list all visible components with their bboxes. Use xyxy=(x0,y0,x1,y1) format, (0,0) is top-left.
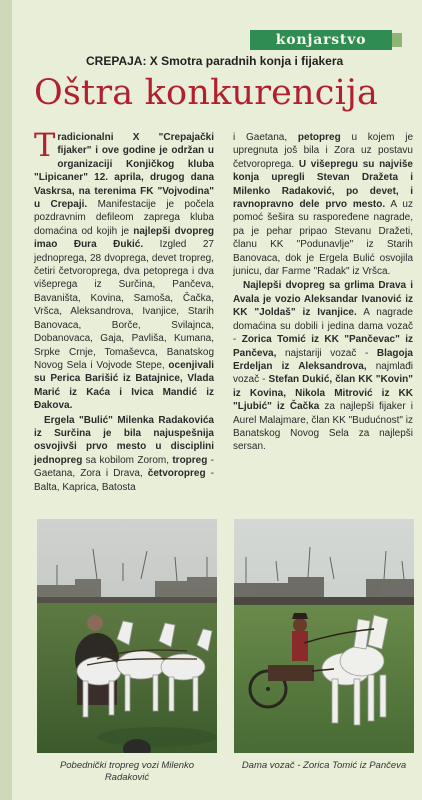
right-paragraph-2 xyxy=(233,279,413,453)
text-bold: i ove godine je održan u organizaciji Konjičkog kluba "Lipicaner" 12. aprila, drugog dana Vaskrsa, na terenima FK "Vojvodina" u Crepaji. xyxy=(34,145,214,211)
text-run: najmlađi vozač - xyxy=(233,360,413,386)
photo-lady-driver-image xyxy=(234,519,414,753)
text-run: i Gaetana, xyxy=(233,132,298,143)
text-run: A nagrade domaćina su dobili i jedina dama vozač - xyxy=(233,307,413,346)
article-kicker: CREPAJA: X Smotra paradnih konja i fijakera xyxy=(86,54,344,68)
left-paragraph-2 xyxy=(34,414,214,494)
text-run: - Balta, Kaprica, Batosta xyxy=(34,468,215,493)
left-paragraph-1 xyxy=(34,126,214,413)
text-run: Izgled 27 jednoprega, 28 dvoprega, devet tropreg, četiri četvoroprega, dva petoprega i dva višeprega iz Surčina, Pančeva, Bavaništa, Kovina, Samoša, Čačka, Vršca, Aleksandrova, Ivanjice, Starih Banovaca, Borče, Svilajnca, Dobanovaca, Gaja, Pavliša, Kumana, Srpke Crnje, Tomaševca, Banatskog Novog Sela i Vojvode Stepe, xyxy=(34,239,214,371)
text-bold: najlepši dvopreg imao Đura Đukić. xyxy=(34,225,214,251)
page-edge-stripe xyxy=(0,0,12,800)
text-run: za najlepši fijaker i Aurel Malajmare, član KK "Budućnost" iz Banatskog Novog Sela xyxy=(233,401,413,439)
text-bold: Najlepši dvopreg sa grlima Drava i Avala je vozio Aleksandar Ivanović iz KK "Joldaš" iz Ivanjice. xyxy=(233,280,413,319)
text-bold: Stefan Dukić, član KK "Kovin" iz Kovina, Nikola Mitrović iz KK "Ljubić" iz Čačka xyxy=(233,374,413,413)
text-run: za najlepši sersan. xyxy=(233,427,414,453)
article-column-left xyxy=(34,126,215,494)
text-bold: "Crepajački fijaker" xyxy=(57,132,214,157)
photo-lady-driver xyxy=(234,519,414,753)
text-bold: tropreg xyxy=(172,454,208,466)
photo-caption-left: Pobednički tropreg vozi Milenko Radaković xyxy=(59,760,195,783)
text-bold: petopreg xyxy=(297,132,341,143)
text-bold: Blagoja Erdeljan iz Aleksandrova, xyxy=(233,347,413,372)
text-bold: Ergela "Bulić" Milenka Radakovića iz Surčina je bila najuspešnija osvojivši prvo mesto u disciplini jednopreg xyxy=(34,414,214,466)
section-tag: konjarstvo xyxy=(250,30,392,50)
text-run: Manifestacije je počela pozdravnim defileom zaprega kluba domaćina od kojih je xyxy=(34,199,214,237)
photo-troika-carriage xyxy=(37,519,217,753)
text-run: najstariji vozač - xyxy=(276,347,377,359)
text-bold: Zorica Tomić iz KK "Pančevac" iz Pančeva, xyxy=(233,334,413,359)
photo-caption-right: Dama vozač - Zorica Tomić iz Pančeva xyxy=(241,760,407,771)
right-paragraph-1 xyxy=(233,131,413,278)
text-run: - Gaetana, Zora i Drava, xyxy=(34,454,214,480)
drop-cap: T xyxy=(34,126,56,164)
text-run: u kojem je upregnuta još bila i Zora uz postavu četvoroprega. xyxy=(233,132,414,170)
text-bold: četvoropreg xyxy=(147,468,206,480)
article-headline: Oštra konkurencija xyxy=(34,73,379,113)
text-run: sa kobilom Zorom, xyxy=(82,454,173,466)
text-bold: radicionalni X xyxy=(57,132,159,143)
photo-troika-image xyxy=(37,519,217,753)
text-run: A uz pomoć šešira su raspoređene nagrade, pa je pehar pripao Stevanu Dražeti, članu KK "Podunavlje" iz Starih Banovaca, dok je Ergela Bulić osvojila junicu, dar Farme "Radak" iz Vršca. xyxy=(233,199,413,278)
text-bold: U višepregu su najviše konja upregli Stevan Dražeta i Milenko Radaković, po devet, i ravnopravno dele prvo mesto. xyxy=(233,158,413,211)
text-bold: ocenjivali su Perica Barišić iz Batajnice, Vlada Marić iz Kaća i Ivica Mandić iz Đakova. xyxy=(34,359,214,412)
article-column-right xyxy=(233,131,413,454)
